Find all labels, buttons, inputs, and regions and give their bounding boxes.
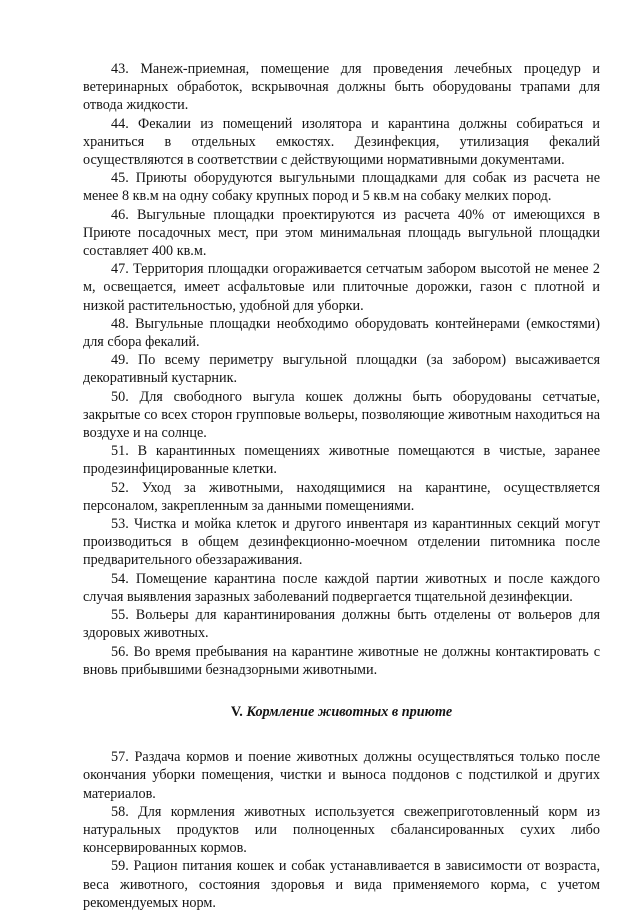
paragraph-47: 47. Территория площадки огораживается сетчатым забором высотой не менее 2 м, освещается, имеет асфальтовые или плиточные дорожки, газон с плотной и низкой растительностью, удобной для уборки. xyxy=(83,261,600,314)
paragraph-44: 44. Фекалии из помещений изолятора и карантина должны собираться и храниться в отдельных емкостях. Дезинфекция, утилизация фекалий осуществляются в соответствии с действующими нормативными документами. xyxy=(83,115,600,169)
document-body xyxy=(83,60,600,912)
paragraph-59: 59. Рацион питания кошек и собак устанавливается в зависимости от возраста, веса животного, состояния здоровья и вида применяемого корма, с учетом рекомендуемых норм. xyxy=(83,858,600,911)
section-number: V. xyxy=(230,703,243,720)
paragraph-52: 52. Уход за животными, находящимися на карантине, осуществляется персоналом, закрепленным за данными помещениями. xyxy=(83,479,600,514)
paragraph-57: 57. Раздача кормов и поение животных должны осуществляться только после окончания уборки помещения, чистки и выноса поддонов с подстилкой и других материалов. xyxy=(83,749,600,802)
paragraph-43: 43. Манеж-приемная, помещение для проведения лечебных процедур и ветеринарных обработок, вскрывочная должны быть оборудованы трапами для отвода жидкости. xyxy=(83,61,600,114)
paragraph-53: 53. Чистка и мойка клеток и другого инвентаря из карантинных секций могут производиться в общем дезинфекционно-моечном отделении питомника после предварительного обеззараживания. xyxy=(83,516,600,569)
section-title: Кормление животных в приюте xyxy=(246,703,453,720)
paragraph-56: 56. Во время пребывания на карантине животные не должны контактировать с вновь прибывшими безнадзорными животными. xyxy=(83,643,600,678)
paragraph-51: 51. В карантинных помещениях животные помещаются в чистые, заранее продезинфицированные клетки. xyxy=(83,443,600,478)
paragraph-54: 54. Помещение карантина после каждой партии животных и после каждого случая выявления заразных заболеваний подвергается тщательной дезинфекции. xyxy=(83,570,600,605)
paragraph-58: 58. Для кормления животных используется свежеприготовленный корм из натуральных продуктов или полноценных сбалансированных сухих либо консервированных кормов. xyxy=(83,803,600,857)
paragraph-55: 55. Вольеры для карантинирования должны быть отделены от вольеров для здоровых животных. xyxy=(83,607,600,642)
paragraph-49: 49. По всему периметру выгульной площадки (за забором) высаживается декоративный кустарник. xyxy=(83,352,600,387)
paragraph-48: 48. Выгульные площадки необходимо оборудовать контейнерами (емкостями) для сбора фекалий. xyxy=(83,315,600,351)
paragraph-50: 50. Для свободного выгула кошек должны быть оборудованы сетчатые, закрытые со всех сторон групповые вольеры, позволяющие животным находиться на воздухе и на солнце. xyxy=(83,388,600,442)
paragraph-46: 46. Выгульные площадки проектируются из расчета 40% от имеющихся в Приюте посадочных мест, при этом минимальная площадь выгульной площадки составляет 400 кв.м. xyxy=(83,206,600,260)
paragraph-45: 45. Приюты оборудуются выгульными площадками для собак из расчета не менее 8 кв.м на одну собаку крупных пород и 5 кв.м на собаку мелких пород. xyxy=(83,170,600,205)
section-heading xyxy=(83,703,600,721)
